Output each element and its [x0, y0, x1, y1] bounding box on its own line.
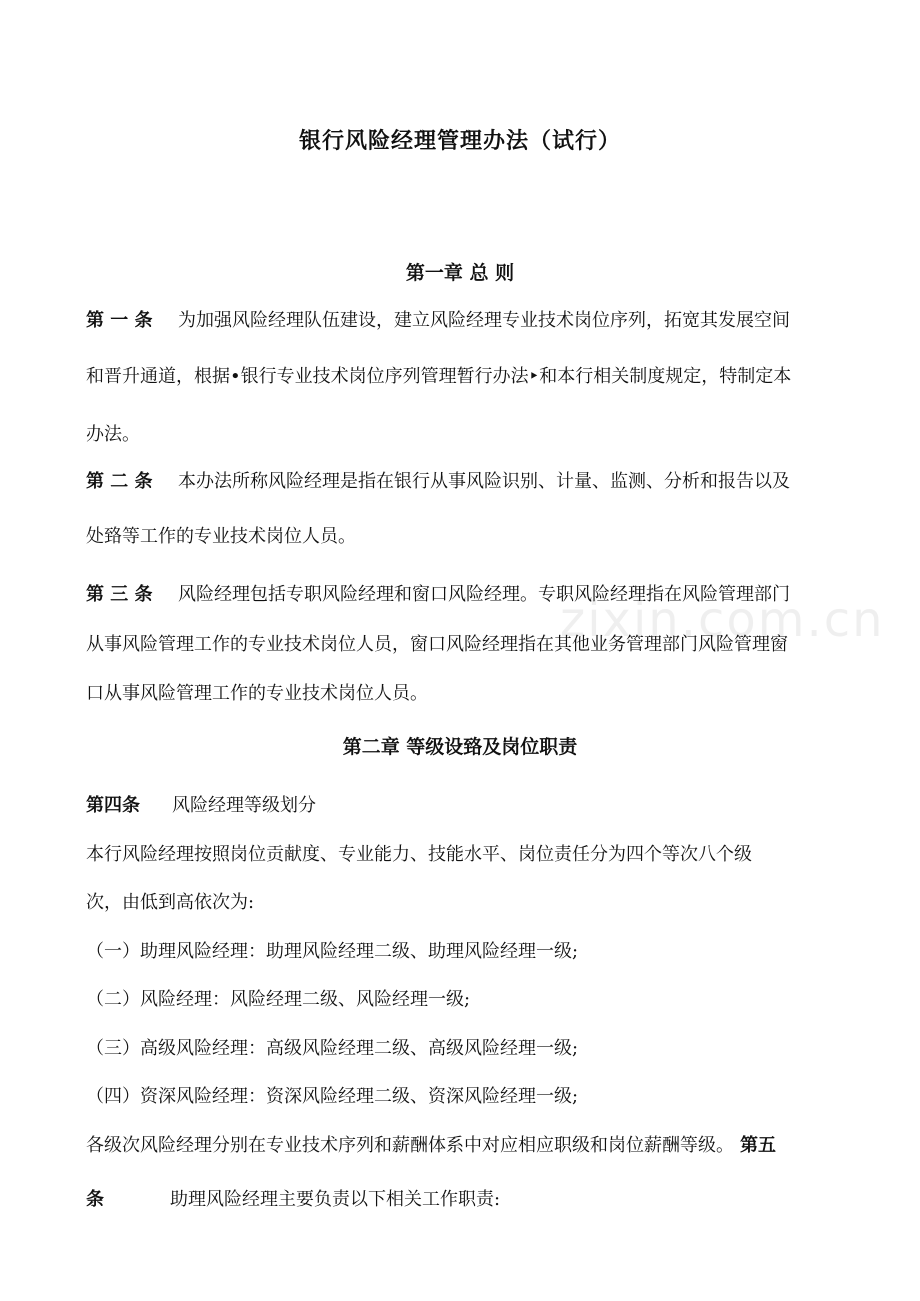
grade-item-3: （三）高级风险经理：高级风险经理二级、高级风险经理一级;: [86, 1038, 579, 1059]
article-2-line-1: [86, 467, 790, 493]
article-2-label: 第 二 条: [86, 471, 153, 492]
chapter-2-heading: 第二章 等级设臵及岗位职责: [342, 736, 578, 758]
document-title: 银行风险经理管理办法（试行）: [298, 128, 621, 154]
article-4-heading: 风险经理等级划分: [172, 795, 316, 816]
article-3-label: 第 三 条: [86, 584, 153, 605]
article-3-line-2: 从事风险管理工作的专业技术岗位人员，窗口风险经理指在其他业务管理部门风险管理窗: [86, 634, 788, 655]
grade-item-4: （四）资深风险经理：资深风险经理二级、资深风险经理一级;: [86, 1086, 579, 1107]
chapter-1-heading: 第一章 总 则: [405, 262, 515, 284]
article-1-line-3: 办法。: [86, 424, 140, 445]
article-4-heading-line: [86, 791, 316, 817]
article-1-text-1: 为加强风险经理队伍建设，建立风险经理专业技术岗位序列，拓宽其发展空间: [178, 310, 790, 331]
grade-item-1: （一）助理风险经理：助理风险经理二级、助理风险经理一级;: [86, 941, 579, 962]
article-3-line-1: [86, 580, 790, 606]
article-5-label-part-1: 第五: [740, 1135, 776, 1156]
article-3-text-1: 风险经理包括专职风险经理和窗口风险经理。专职风险经理指在风险管理部门: [178, 584, 790, 605]
article-1-line-1: [86, 306, 790, 332]
article-1-line-2: 和晋升通道，根据•银行专业技术岗位序列管理暂行办法‣和本行相关制度规定，特制定本: [86, 366, 792, 387]
article-4-line-1: 本行风险经理按照岗位贡献度、专业能力、技能水平、岗位责任分为四个等次八个级: [86, 844, 752, 865]
article-4-line-2: 次，由低到高依次为:: [86, 892, 255, 913]
article-1-label: 第 一 条: [86, 310, 153, 331]
watermark: zixin.com.cn: [560, 592, 885, 648]
article-5-label-part-2: 条: [86, 1189, 104, 1210]
article-2-line-2: 处臵等工作的专业技术岗位人员。: [86, 526, 356, 547]
article-4-closing: 各级次风险经理分别在专业技术序列和薪酬体系中对应相应职级和岗位薪酬等级。: [86, 1135, 734, 1156]
article-3-line-3: 口从事风险管理工作的专业技术岗位人员。: [86, 683, 428, 704]
article-4-closing-line: [86, 1131, 776, 1157]
article-2-text-1: 本办法所称风险经理是指在银行从事风险识别、计量、监测、分析和报告以及: [178, 471, 790, 492]
article-5-line-1: [86, 1185, 500, 1211]
article-5-text: 助理风险经理主要负责以下相关工作职责:: [170, 1189, 501, 1210]
grade-item-2: （二）风险经理：风险经理二级、风险经理一级;: [86, 989, 471, 1010]
article-4-label: 第四条: [86, 795, 140, 816]
